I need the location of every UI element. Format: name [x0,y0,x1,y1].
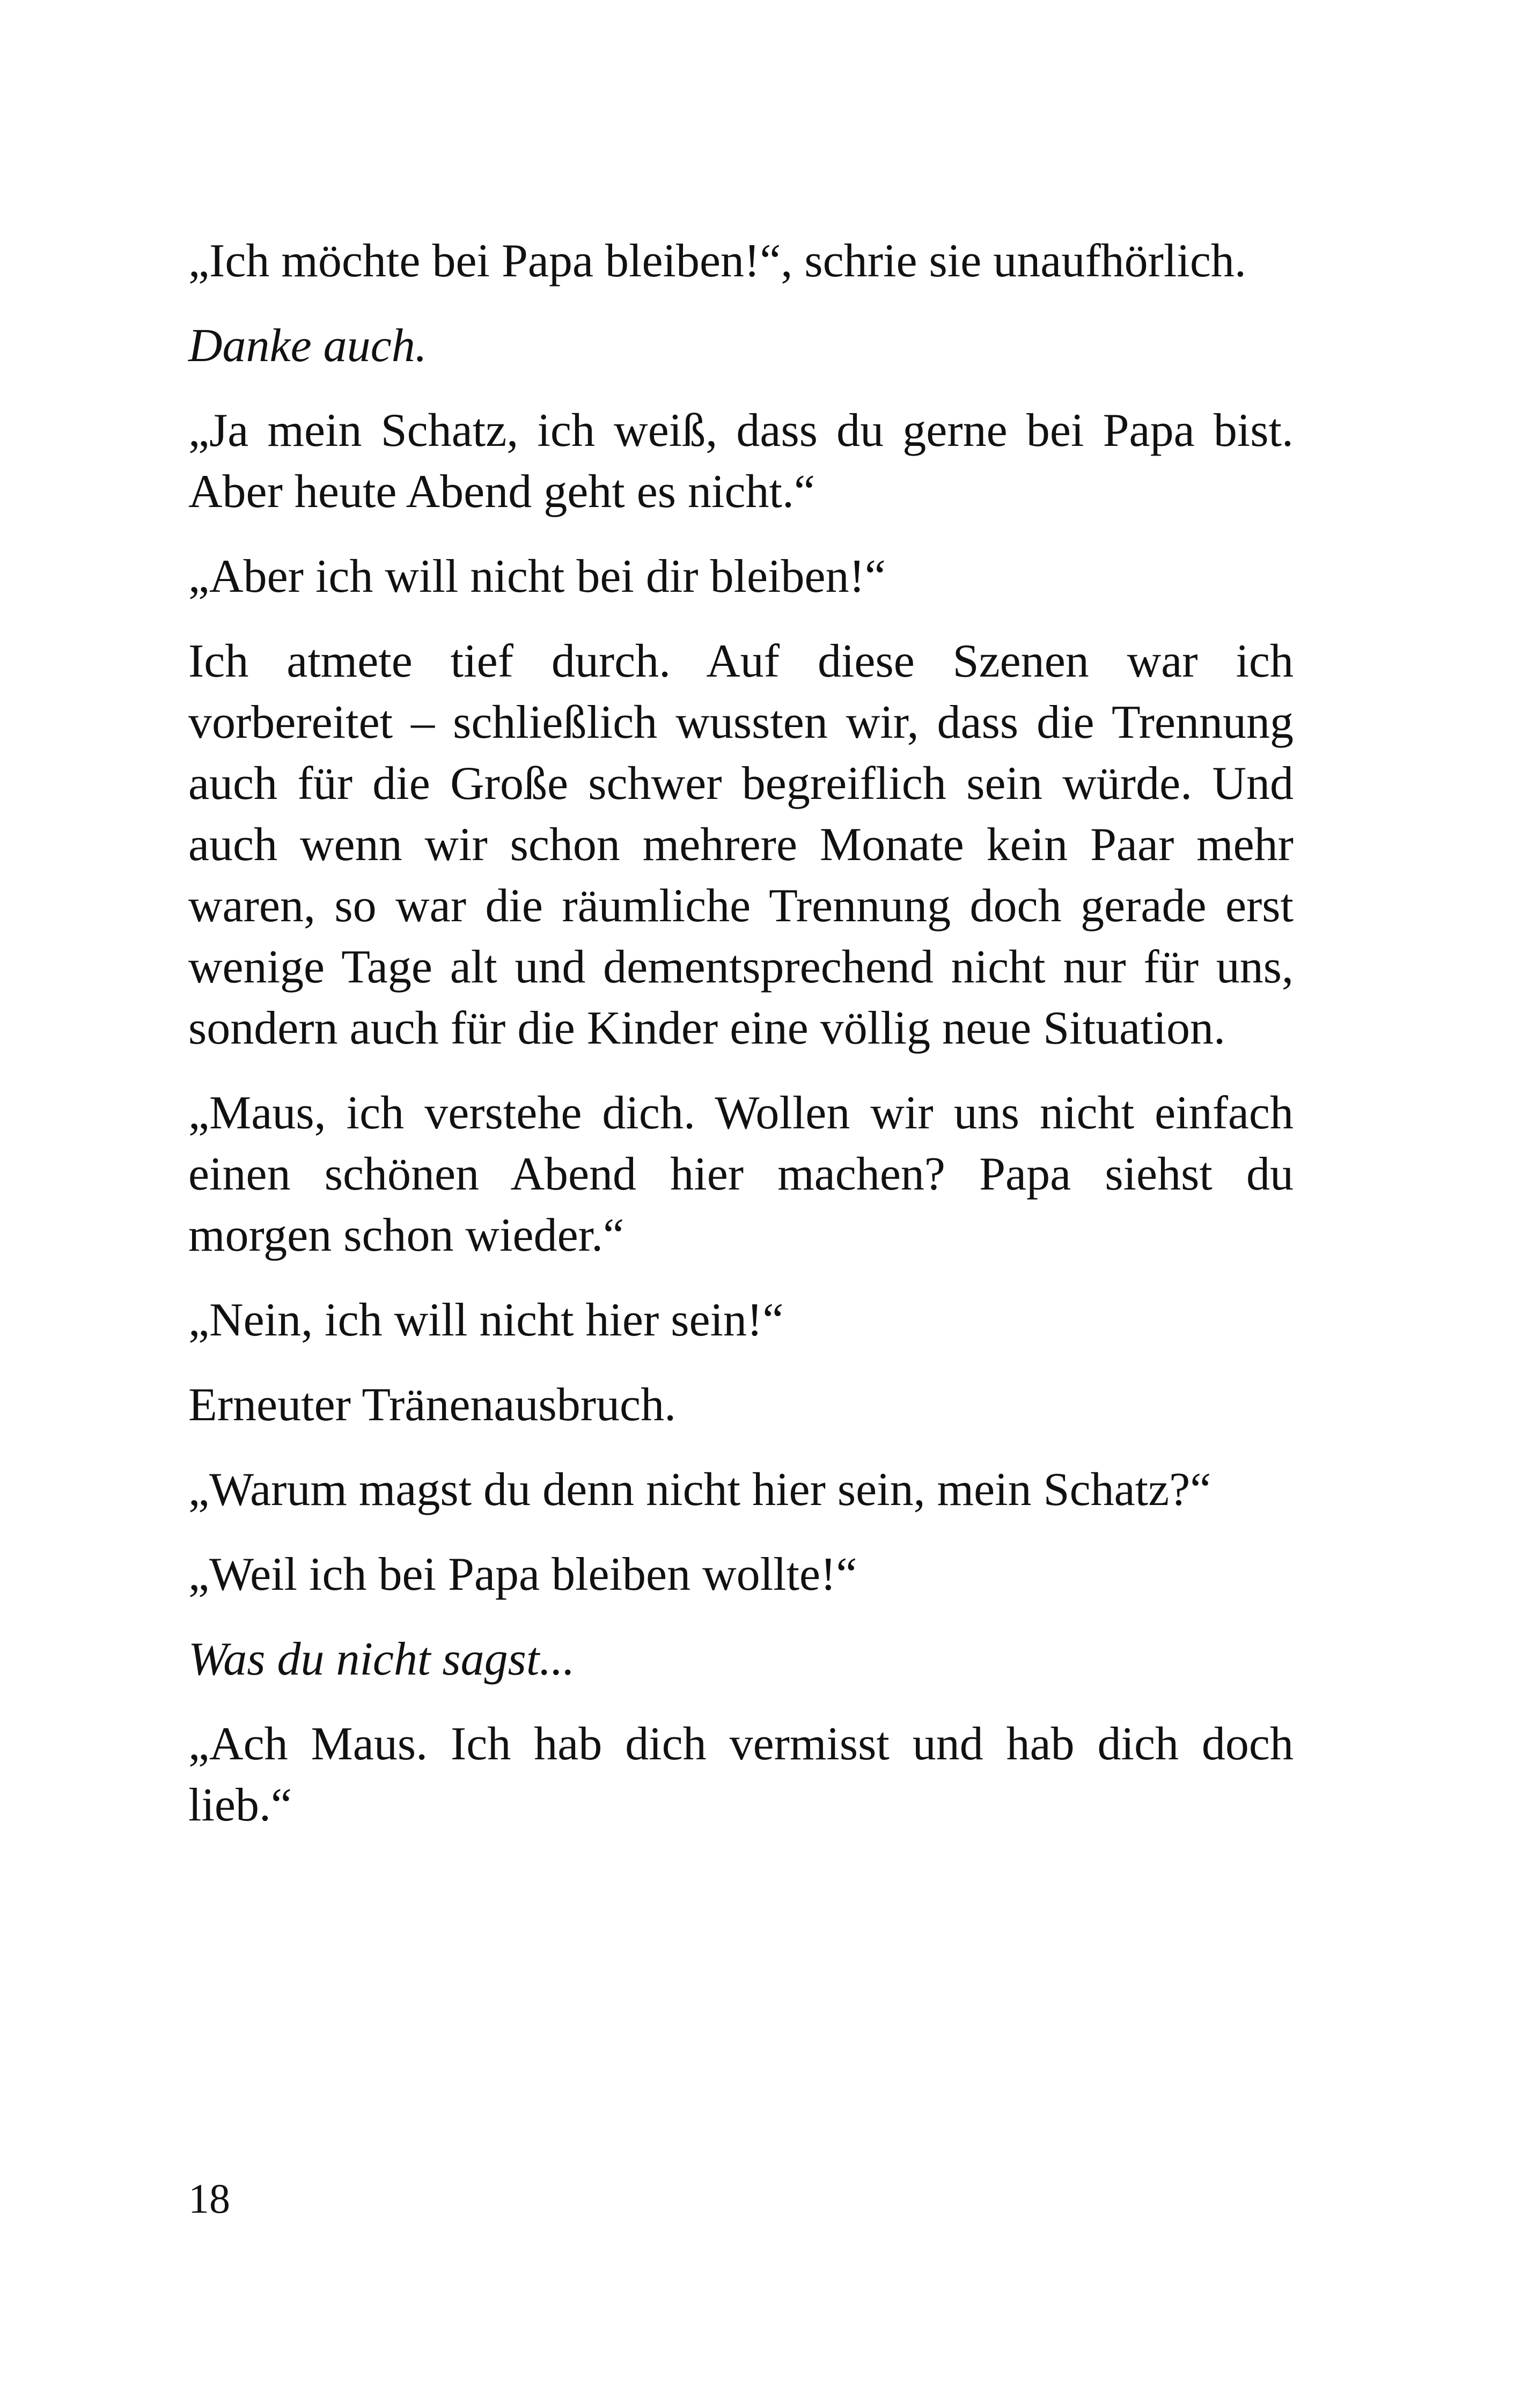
paragraph: „Nein, ich will nicht hier sein!“ [188,1294,784,1346]
paragraph-italic: Was du nicht sagst... [188,1633,575,1685]
paragraph: „Ich möchte bei Papa bleiben!“, schrie sie unaufhörlich. [188,235,1246,287]
paragraph: Erneuter Tränenausbruch. [188,1379,677,1431]
paragraph: „Aber ich will nicht bei dir bleiben!“ [188,550,886,603]
paragraph: „Maus, ich verstehe dich. Wollen wir uns nicht einfach einen schönen Abend hier machen? Papa siehst du morgen schon wieder.“ [188,1087,1294,1261]
body-text [188,231,1294,1860]
paragraph-italic: Danke auch. [188,320,427,372]
paragraph: „Weil ich bei Papa bleiben wollte!“ [188,1548,857,1601]
page-number: 18 [188,2175,230,2222]
paragraph: „Ach Maus. Ich hab dich vermisst und hab dich doch lieb.“ [188,1718,1294,1831]
paragraph: Ich atmete tief durch. Auf diese Szenen war ich vorbereitet – schließlich wussten wir, dass die Trennung auch für die Große schwer begreiflich sein würde. Und auch wenn wir schon mehrere Monate kein Paar mehr waren, so war die räumliche Trennung doch gerade erst wenige Tage alt und dementsprechend nicht nur für uns, sondern auch für die Kinder eine völlig neue Situation. [188,635,1294,1054]
paragraph: „Warum magst du denn nicht hier sein, mein Schatz?“ [188,1464,1211,1516]
paragraph: „Ja mein Schatz, ich weiß, dass du gerne bei Papa bist. Aber heute Abend geht es nicht.“ [188,405,1294,518]
